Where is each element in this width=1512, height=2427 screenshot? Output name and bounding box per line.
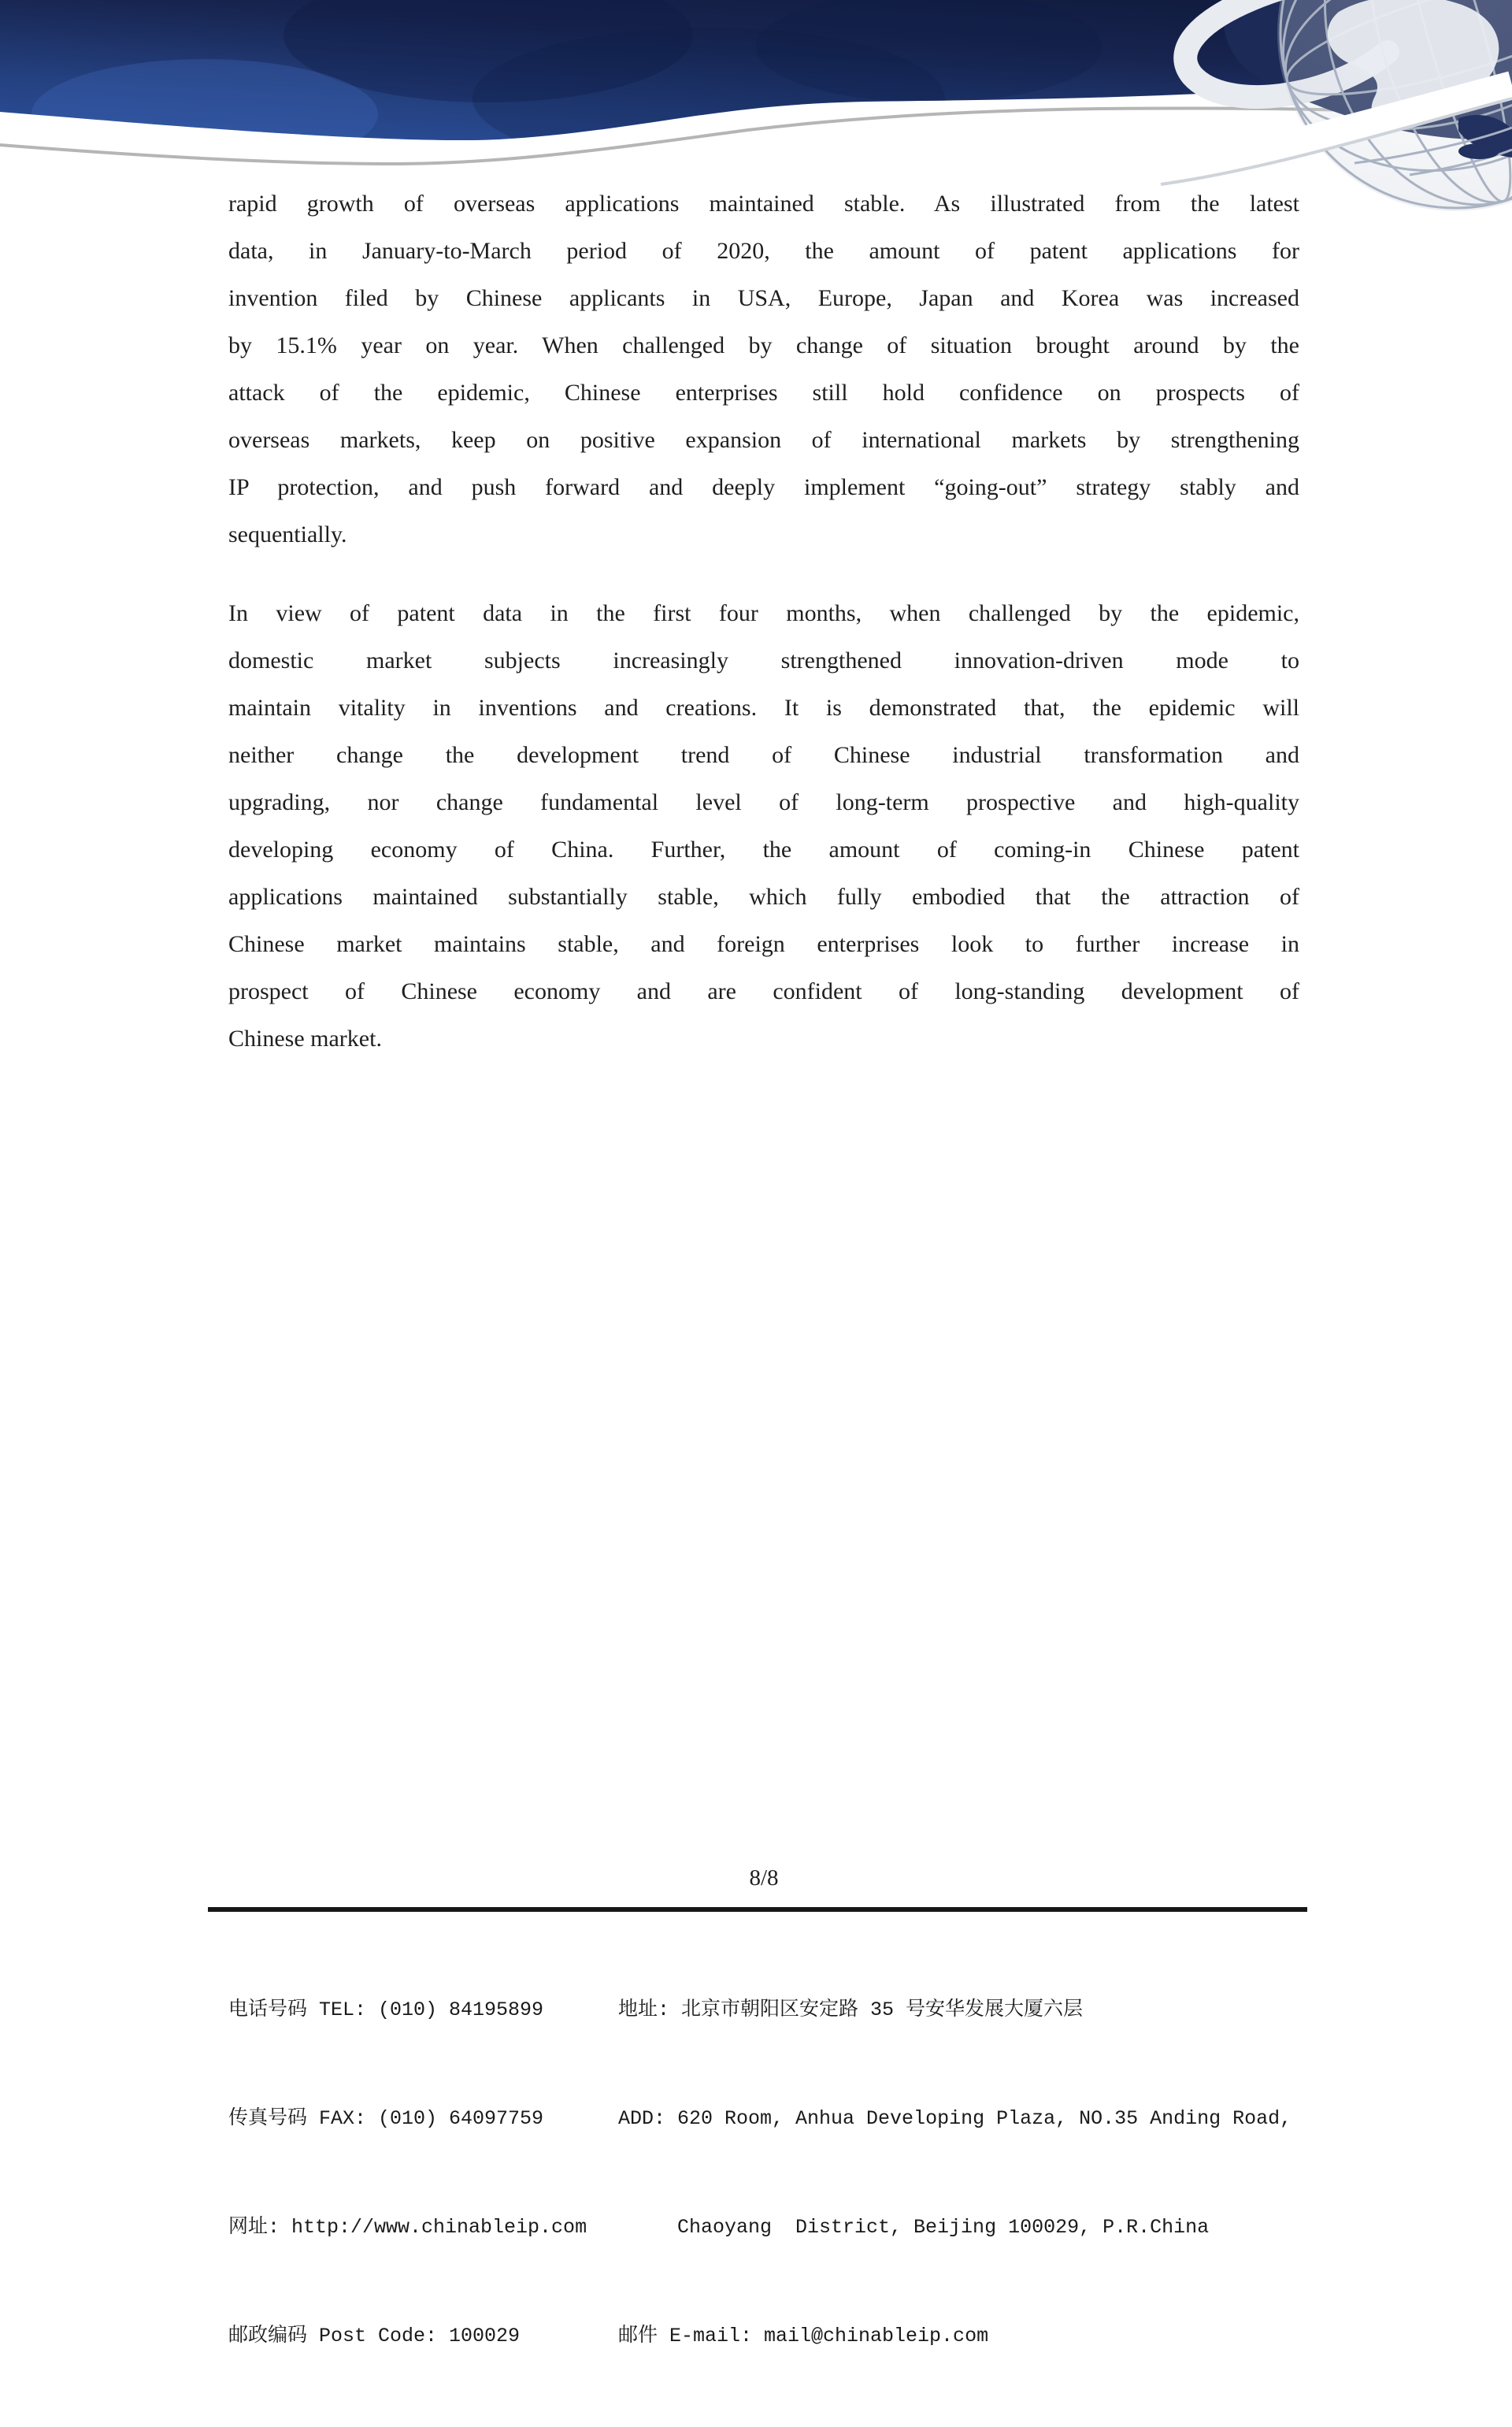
paragraph-1: [228, 180, 1299, 559]
body-text-line: invention filed by Chinese applicants in USA, Europe, Japan and Korea was increased: [228, 285, 1299, 311]
body-text-line: upgrading, nor change fundamental level of long-term prospective and high-quality: [228, 789, 1299, 815]
page-number: 8/8: [749, 1865, 779, 1891]
body-text-line: attack of the epidemic, Chinese enterprises still hold confidence on prospects of: [228, 380, 1299, 406]
footer-right-column: [618, 1920, 1292, 2427]
footer-website-line: 网址: http://www.chinableip.com: [228, 2216, 587, 2239]
paragraph-2: [228, 590, 1299, 1063]
footer-postcode-line: 邮政编码 Post Code: 100029: [228, 2325, 521, 2347]
body-text-line: rapid growth of overseas applications maintained stable. As illustrated from the latest: [228, 191, 1299, 217]
body-text-line: In view of patent data in the first four months, when challenged by the epidemic,: [228, 600, 1299, 626]
globe-spill-landmass: [1458, 143, 1499, 159]
banner-wave-graphic: [0, 0, 1512, 205]
body-text-line: domestic market subjects increasingly strengthened innovation-driven mode to: [228, 648, 1299, 674]
body-text-line: prospect of Chinese economy and are confident of long-standing development of: [228, 978, 1299, 1004]
footer-address-en-line-1: ADD: 620 Room, Anhua Developing Plaza, NO.35 Anding Road,: [618, 2107, 1292, 2130]
body-text-line: sequentially.: [228, 521, 347, 547]
body-text-line: by 15.1% year on year. When challenged by change of situation brought around by the: [228, 332, 1299, 358]
body-text-line: developing economy of China. Further, the amount of coming-in Chinese patent: [228, 837, 1299, 863]
body-text-line: overseas markets, keep on positive expansion of international markets by strengthening: [228, 427, 1299, 453]
body-text-line: neither change the development trend of Chinese industrial transformation and: [228, 742, 1299, 768]
body-text-line: Chinese market maintains stable, and foreign enterprises look to further increase in: [228, 931, 1299, 957]
footer-divider: [208, 1907, 1307, 1912]
footer-address-cn-line: 地址: 北京市朝阳区安定路 35 号安华发展大厦六层: [618, 1998, 1084, 2021]
footer-address-en-line-2: Chaoyang District, Beijing 100029, P.R.China: [677, 2216, 1210, 2239]
letterhead-banner: [0, 0, 1512, 205]
footer-fax-line: 传真号码 FAX: (010) 64097759: [228, 2107, 544, 2130]
body-text-line: applications maintained substantially stable, which fully embodied that the attraction of: [228, 884, 1299, 910]
footer-left-column: [228, 1920, 587, 2427]
body-text-line: IP protection, and push forward and deeply implement “going-out” strategy stably and: [228, 474, 1299, 500]
document-body: [228, 180, 1299, 1063]
body-text-line: maintain vitality in inventions and creations. It is demonstrated that, the epidemic will: [228, 695, 1299, 721]
body-text-line: data, in January-to-March period of 2020, the amount of patent applications for: [228, 238, 1299, 264]
footer-tel-line: 电话号码 TEL: (010) 84195899: [228, 1998, 544, 2021]
footer-email-line: 邮件 E-mail: mail@chinableip.com: [618, 2325, 989, 2347]
body-text-line: Chinese market.: [228, 1026, 382, 1052]
